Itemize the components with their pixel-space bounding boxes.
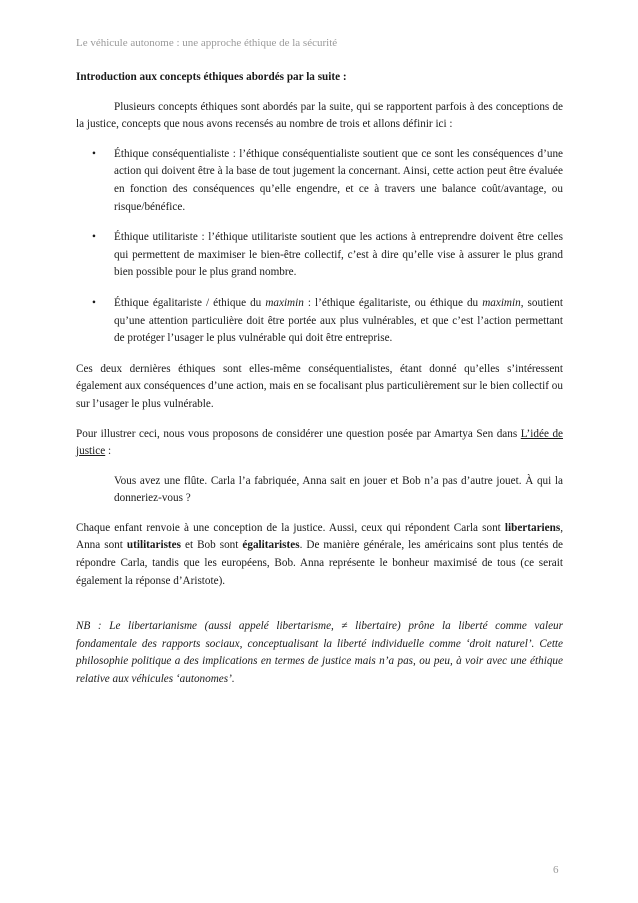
term-egalitaristes: égalitaristes bbox=[242, 539, 300, 552]
answer-paragraph bbox=[76, 520, 563, 590]
sen-paragraph bbox=[76, 426, 563, 461]
list-item-egalitarian bbox=[76, 295, 563, 348]
consequentialist-paragraph: Ces deux dernières éthiques sont elles-même conséquentialistes, étant donné qu’elles s’intéressent également aux conséquences d’une action, mais en se focalisant plus particulièrement sur le bien collectif ou sur l’usager le plus vulnérable. bbox=[76, 362, 563, 410]
answer-text: , Anna sont bbox=[76, 521, 563, 552]
answer-text: . De manière générale, les américains sont plus tentés de répondre Carla, tandis que les européens, Bob. Anna représente le bonheur maximisé de tous (ce serait également la réponse d’Aristote). bbox=[76, 539, 564, 587]
answer-text: Chaque enfant renvoie à une conception de la justice. Aussi, ceux qui répondent Carla sont bbox=[76, 521, 505, 534]
term-label: Éthique égalitariste / éthique du bbox=[114, 296, 266, 309]
term-label-italic: maximin bbox=[265, 296, 304, 309]
intro-paragraph: Plusieurs concepts éthiques sont abordés par la suite, qui se rapportent parfois à des conceptions de la justice, concepts que nous avons recensés au nombre de trois et allons définir ici : bbox=[76, 100, 563, 131]
nb-note: NB : Le libertarianisme (aussi appelé libertarisme, ≠ libertaire) prône la liberté comme valeur fondamentale des rapports sociaux, conceptualisant la liberté individuelle comme ‘droit naturel’. Cette philosophie politique a des implications en termes de justice mais n’a pas, ou peu, à voir avec une éthique relative aux véhicules ‘autonomes’. bbox=[76, 620, 563, 686]
page-body bbox=[76, 69, 563, 689]
concepts-list bbox=[76, 146, 563, 348]
list-item-utilitarian bbox=[76, 229, 563, 282]
bullet-icon: • bbox=[92, 147, 96, 160]
term-utilitaristes: utilitaristes bbox=[126, 539, 181, 552]
sen-text: Pour illustrer ceci, nous vous proposons de considérer une question posée par Amartya Sen dans bbox=[76, 427, 521, 440]
term-definition-cont: , soutient qu’une attention particulière doit être portée aux plus vulnérables, et que c’est l’action permettant de protéger l’usager le plus vulnérable qui doit être entreprise. bbox=[114, 296, 563, 345]
term-label: Éthique utilitariste bbox=[114, 231, 198, 244]
book-title: L’idée de justice bbox=[76, 427, 564, 458]
bullet-icon: • bbox=[92, 296, 96, 309]
term-definition: : l’éthique égalitariste, ou éthique du bbox=[303, 296, 483, 309]
term-definition-italic: maximin bbox=[482, 296, 521, 309]
answer-text: et Bob sont bbox=[180, 539, 243, 552]
term-label: Éthique conséquentialiste bbox=[114, 147, 230, 160]
term-libertariens: libertariens bbox=[504, 521, 561, 534]
term-definition: : l’éthique utilitariste soutient que les actions à entreprendre doivent être celles qui permettent de maximiser le bien-être collectif, c’est à dire qu’elle vise à assurer le plus grand bien possible pour le plus grand nombre. bbox=[114, 231, 563, 279]
bullet-icon: • bbox=[92, 231, 96, 244]
running-header: Le véhicule autonome : une approche éthique de la sécurité bbox=[76, 37, 338, 49]
flute-quote: Vous avez une flûte. Carla l’a fabriquée, Anna sait en jouer et Bob n’a pas d’autre jouet. À qui la donneriez-vous ? bbox=[114, 474, 563, 505]
sen-text-end: : bbox=[105, 445, 112, 458]
page-number: 6 bbox=[553, 864, 559, 876]
section-heading: Introduction aux concepts éthiques abordés par la suite : bbox=[76, 71, 347, 83]
term-definition: : l’éthique conséquentialiste soutient que ce sont les conséquences d’une action qui doivent être à la base de tout jugement la concernant. Ainsi, cette action peut être évaluée en fonction des conséquences qu’elle engendre, et ce à travers une balance coût/avantage, ou risque/bénéfice. bbox=[114, 147, 564, 213]
list-item-consequentialist bbox=[76, 146, 563, 216]
